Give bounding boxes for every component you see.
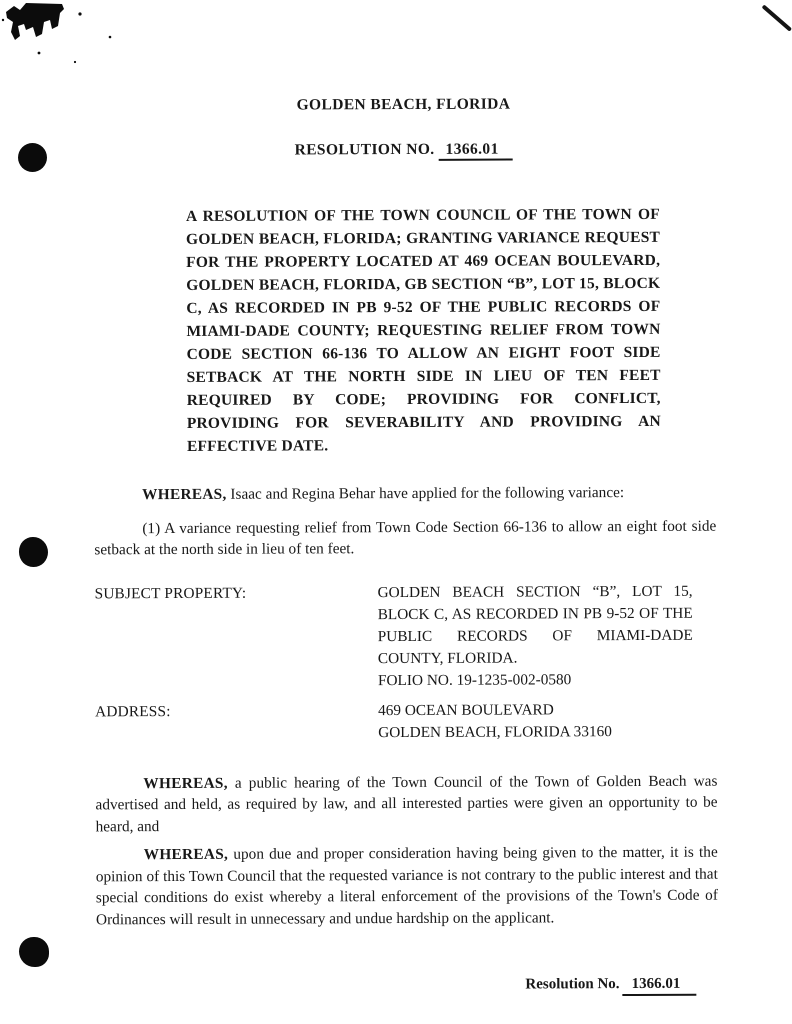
address-value — [378, 698, 693, 743]
whereas-application-paragraph — [94, 482, 716, 506]
whereas-lead: WHEREAS, — [142, 485, 227, 504]
resolution-number-heading — [93, 140, 715, 161]
whereas-text: upon due and proper consideration having being given to the matter, it is the opinion of this Town Council that the requested variance is not contrary to the public interest and that special conditions do exist whereby a literal enforcement of the provisions of the Town's Code of Ordinances will result in unnecessary and undue hardship on the applicant. — [95, 843, 718, 928]
subject-property-value — [378, 580, 693, 691]
subject-property-label: SUBJECT PROPERTY: — [94, 584, 247, 602]
hole-punch-mark — [19, 537, 48, 567]
whereas-text: a public hearing of the Town Council of the Town of Golden Beach was advertised and held, as required by law, and all interested parties were given an opportunity to be heard, and — [95, 772, 718, 835]
footer-resolution-number — [96, 976, 718, 996]
resolution-number-value: 1366.01 — [439, 141, 513, 161]
folio-number: FOLIO NO. 19-1235-002-0580 — [377, 670, 572, 689]
hole-punch-mark — [19, 937, 49, 967]
subject-property-description: GOLDEN BEACH SECTION “B”, LOT 15, BLOCK C, AS RECORDED IN PB 9-52 OF THE PUBLIC RECORDS OF MIAMI-DADE COUNTY, FLORIDA. — [377, 582, 693, 667]
address-line-1: 469 OCEAN BOULEVARD — [378, 700, 554, 719]
subject-property-row — [95, 580, 717, 693]
address-row — [95, 698, 717, 745]
footer-resolution-label: Resolution No. — [525, 976, 620, 993]
document-body — [92, 0, 718, 995]
hole-punch-mark — [18, 143, 47, 172]
resolution-number-label: RESOLUTION NO. — [294, 140, 435, 159]
whereas-hearing-paragraph — [95, 770, 717, 837]
address-line-2: GOLDEN BEACH, FLORIDA 33160 — [378, 722, 612, 741]
footer-resolution-value: 1366.01 — [623, 976, 697, 996]
document-title: GOLDEN BEACH, FLORIDA — [296, 95, 511, 114]
pen-stroke-artifact — [762, 4, 792, 31]
whereas-lead: WHEREAS, — [143, 845, 229, 864]
resolution-title-block: A RESOLUTION OF THE TOWN COUNCIL OF THE TOWN OF GOLDEN BEACH, FLORIDA; GRANTING VARIANCE REQUEST FOR THE PROPERTY LOCATED AT 469 OCEAN BOULEVARD, GOLDEN BEACH, FLORIDA, GB SECTION “B”, LOT 15, BLOCK C, AS RECORDED IN PB 9-52 OF THE PUBLIC RECORDS OF MIAMI-DADE COUNTY; REQUESTING RELIEF FROM TOWN CODE SECTION 66-136 TO ALLOW AN EIGHT FOOT SIDE SETBACK AT THE NORTH SIDE IN LIEU OF TEN FEET REQUIRED BY CODE; PROVIDING FOR CONFLICT, PROVIDING FOR SEVERABILITY AND PROVIDING AN EFFECTIVE DATE. — [185, 205, 661, 455]
whereas-lead: WHEREAS, — [143, 774, 228, 792]
address-label: ADDRESS: — [95, 702, 171, 720]
variance-item-paragraph: (1) A variance requesting relief from Town Code Section 66-136 to allow an eight foot side setback at the north side in lieu of ten feet. — [94, 517, 717, 559]
whereas-text: Isaac and Regina Behar have applied for the following variance: — [226, 484, 625, 503]
whereas-consideration-paragraph — [96, 842, 718, 931]
